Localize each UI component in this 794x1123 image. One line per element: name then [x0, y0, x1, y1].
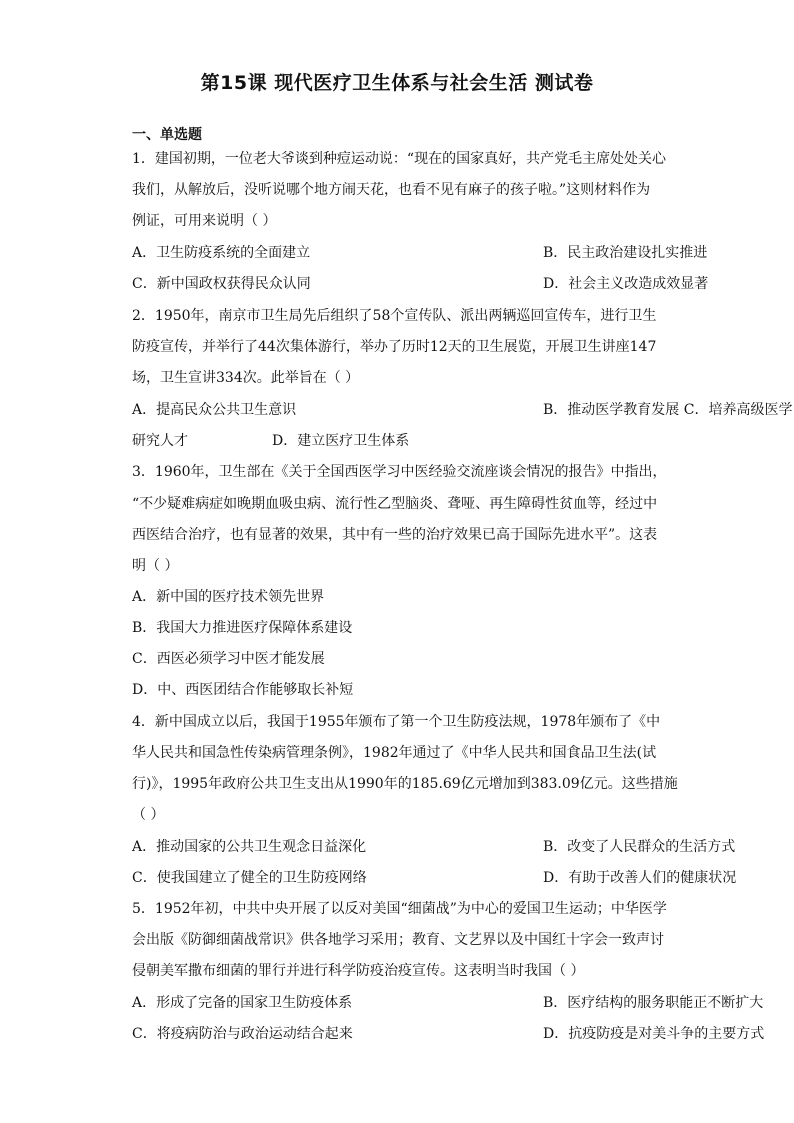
question-1-option-c[interactable]: C．新中国政权获得民众认同 — [132, 276, 311, 292]
question-1-option-d[interactable]: D．社会主义改造成效显著 — [543, 276, 709, 292]
question-3-option-d[interactable]: D．中、西医团结合作能够取长补短 — [132, 682, 354, 698]
question-4-line-2: 华人民共和国急性传染病管理条例》，1982年通过了《中华人民共和国食品卫生法(试 — [132, 745, 657, 761]
page-title: 第15课 现代医疗卫生体系与社会生活 测试卷 — [200, 72, 594, 94]
question-4-line-1: 4．新中国成立以后，我国于1955年颁布了第一个卫生防疫法规，1978年颁布了《中 — [132, 714, 661, 730]
question-1-option-a[interactable]: A．卫生防疫系统的全面建立 — [132, 245, 311, 261]
question-2-option-b-c[interactable]: B．推动医学教育发展 C．培养高级医学 — [543, 402, 793, 418]
question-3-option-c[interactable]: C．西医必须学习中医才能发展 — [132, 651, 325, 667]
question-5-line-3: 侵朝美军撒布细菌的罪行并进行科学防疫治疫宣传。这表明当时我国（ ） — [132, 963, 585, 979]
question-4-line-4: （ ） — [132, 807, 165, 823]
question-5-line-1: 5．1952年初，中共中央开展了以反对美国“细菌战”为中心的爱国卫生运动；中华医学 — [132, 901, 667, 917]
question-3-line-3: 西医结合治疗，也有显著的效果，其中有一些的治疗效果已高于国际先进水平”。这表 — [132, 527, 658, 543]
question-2-options-row-1 — [132, 400, 793, 420]
question-4-option-b[interactable]: B．改变了人民群众的生活方式 — [543, 839, 736, 855]
question-4-option-c[interactable]: C．使我国建立了健全的卫生防疫网络 — [132, 870, 367, 886]
question-3-line-2: “不少疑难病症如晚期血吸虫病、流行性乙型脑炎、聋哑、再生障碍性贫血等，经过中 — [132, 496, 658, 512]
question-5-option-a[interactable]: A．形成了完备的国家卫生防疫体系 — [132, 995, 353, 1011]
question-2-option-a[interactable]: A．提高民众公共卫生意识 — [132, 402, 297, 418]
question-5-options-row-1 — [132, 993, 764, 1013]
question-1-options-row-1 — [132, 243, 708, 263]
section-heading: 一、单选题 — [132, 127, 202, 143]
question-4-options-row-2 — [132, 868, 737, 888]
question-2-line-1: 2．1950年，南京市卫生局先后组织了58个宣传队、派出两辆巡回宣传车，进行卫生 — [132, 308, 657, 324]
question-3-option-b[interactable]: B．我国大力推进医疗保障体系建设 — [132, 620, 353, 636]
question-5-line-2: 会出版《防御细菌战常识》供各地学习采用；教育、文艺界以及中国红十字会一致声讨 — [132, 932, 664, 948]
question-5-option-b[interactable]: B．医疗结构的服务职能正不断扩大 — [543, 995, 764, 1011]
question-5-option-d[interactable]: D．抗疫防疫是对美斗争的主要方式 — [543, 1026, 765, 1042]
question-1-option-b[interactable]: B．民主政治建设扎实推进 — [543, 245, 708, 261]
question-4-option-d[interactable]: D．有助于改善人们的健康状况 — [543, 870, 737, 886]
question-1-options-row-2 — [132, 274, 709, 294]
question-3-option-a[interactable]: A．新中国的医疗技术领先世界 — [132, 589, 325, 605]
question-5-options-row-2 — [132, 1024, 765, 1044]
question-2-option-c-continued: 研究人才 — [132, 433, 188, 449]
question-4-options-row-1 — [132, 837, 736, 857]
question-2-option-d[interactable]: D．建立医疗卫生体系 — [272, 433, 410, 449]
question-3-line-4: 明（ ） — [132, 558, 179, 574]
question-2-line-2: 防疫宣传，并举行了44次集体游行，举办了历时12天的卫生展览，开展卫生讲座147 — [132, 339, 657, 355]
question-2-options-row-2 — [132, 431, 672, 451]
question-5-option-c[interactable]: C．将疫病防治与政治运动结合起来 — [132, 1026, 353, 1042]
question-4-option-a[interactable]: A．推动国家的公共卫生观念日益深化 — [132, 839, 367, 855]
question-3-line-1: 3．1960年，卫生部在《关于全国西医学习中医经验交流座谈会情况的报告》中指出， — [132, 464, 667, 480]
question-1-line-3: 例证，可用来说明（ ） — [132, 213, 277, 229]
question-2-line-3: 场，卫生宣讲334次。此举旨在（ ） — [132, 370, 360, 386]
question-1-line-2: 我们，从解放后，没听说哪个地方闹天花，也看不见有麻子的孩子啦。”这则材料作为 — [132, 182, 651, 198]
question-4-line-3: 行)》，1995年政府公共卫生支出从1990年的185.69亿元增加到383.09亿元。这些措施 — [132, 776, 678, 792]
question-1-line-1: 1．建国初期，一位老大爷谈到种痘运动说：“现在的国家真好，共产党毛主席处处关心 — [132, 151, 667, 167]
